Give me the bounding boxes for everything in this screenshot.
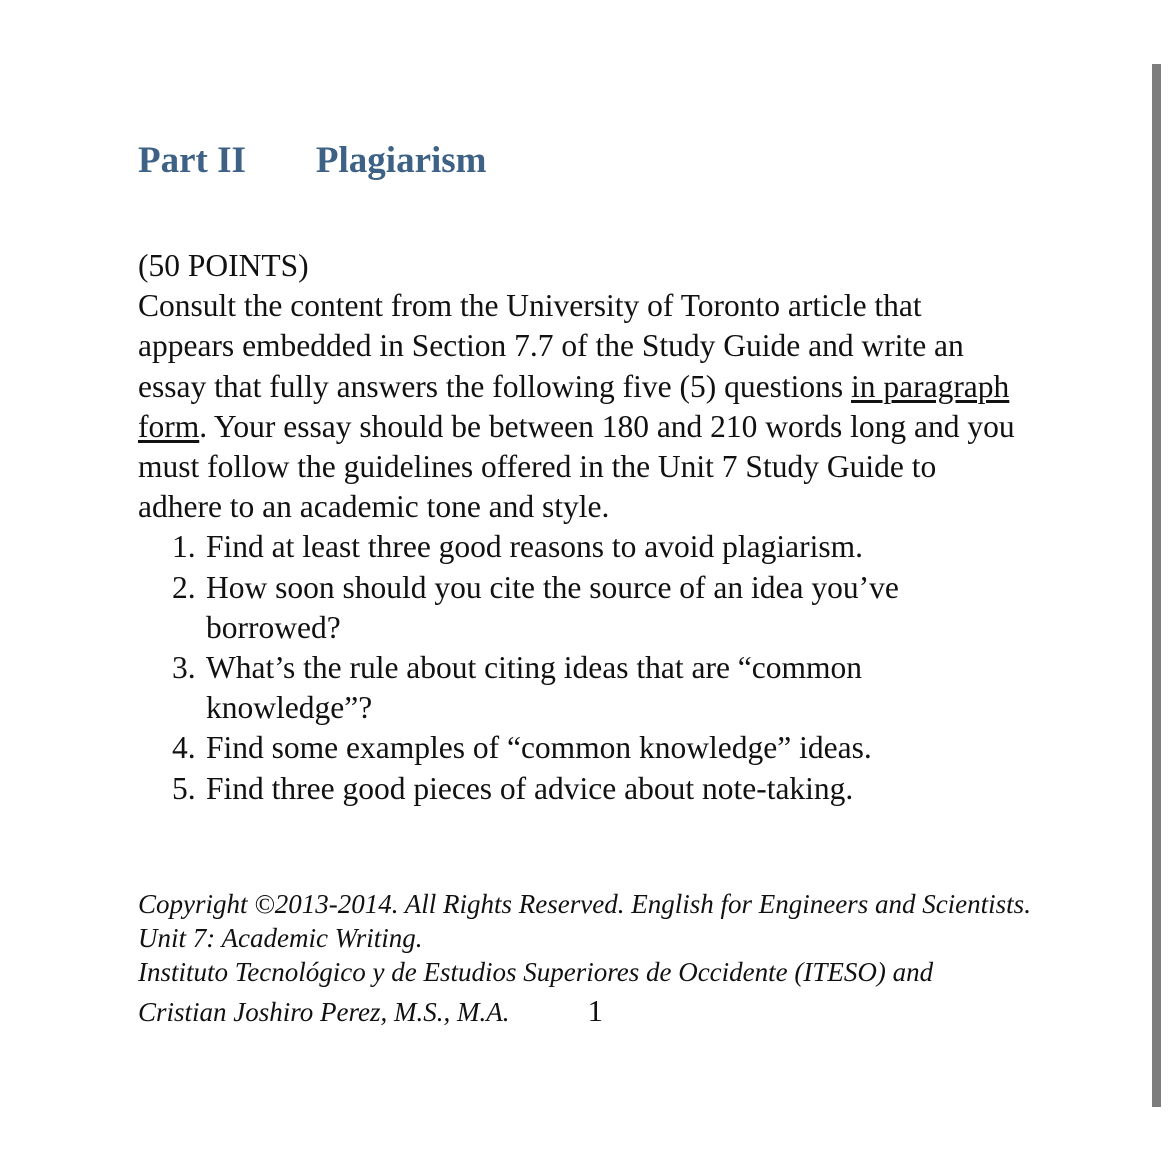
question-text: Find some examples of “common knowledge” ideas. — [206, 730, 872, 766]
page-footer — [138, 887, 1038, 1029]
question-text: Find three good pieces of advice about note-taking. — [206, 770, 854, 806]
instructions-paragraph — [138, 286, 1018, 527]
instructions-text-before: Consult the content from the University of Toronto article that appears embedded in Section 7.7 of the Study Guide and write an essay that fully answers the following five (5) questions — [138, 288, 964, 404]
heading-title: Plagiarism — [315, 140, 487, 181]
institution-line: Instituto Tecnológico y de Estudios Superiores de Occidente (ITESO) and — [138, 957, 934, 987]
assignment-body — [138, 246, 1018, 809]
page-number: 1 — [587, 993, 603, 1028]
copyright-notice: Copyright ©2013-2014. All Rights Reserved. English for Engineers and Scientists. Unit 7: Academic Writing. — [138, 889, 1031, 953]
question-item — [172, 648, 1018, 728]
points-label: (50 POINTS) — [138, 248, 309, 283]
question-number: 1. — [172, 529, 196, 565]
question-item — [172, 527, 1018, 567]
question-list — [138, 527, 1018, 808]
question-item — [172, 728, 1018, 768]
question-text: What’s the rule about citing ideas that are “common knowledge”? — [206, 650, 863, 726]
instructions-underlined: in paragraph form — [138, 368, 1010, 444]
question-number: 4. — [172, 730, 196, 766]
question-text: How soon should you cite the source of an idea you’ve borrowed? — [206, 569, 899, 645]
question-text: Find at least three good reasons to avoid plagiarism. — [206, 529, 863, 565]
question-number: 5. — [172, 770, 196, 806]
question-item — [172, 769, 1018, 809]
question-item — [172, 568, 1018, 648]
section-heading — [138, 139, 487, 183]
instructions-text-after: . Your essay should be between 180 and 210 words long and you must follow the guidelines offered in the Unit 7 Study Guide to adhere to an academic tone and style. — [138, 408, 1015, 525]
question-number: 3. — [172, 650, 196, 686]
author-line — [138, 994, 1038, 1029]
vertical-scrollbar[interactable] — [1152, 64, 1161, 1107]
question-number: 2. — [172, 569, 196, 605]
heading-part-label: Part II — [138, 140, 246, 181]
author-name: Cristian Joshiro Perez, M.S., M.A. — [138, 997, 510, 1027]
